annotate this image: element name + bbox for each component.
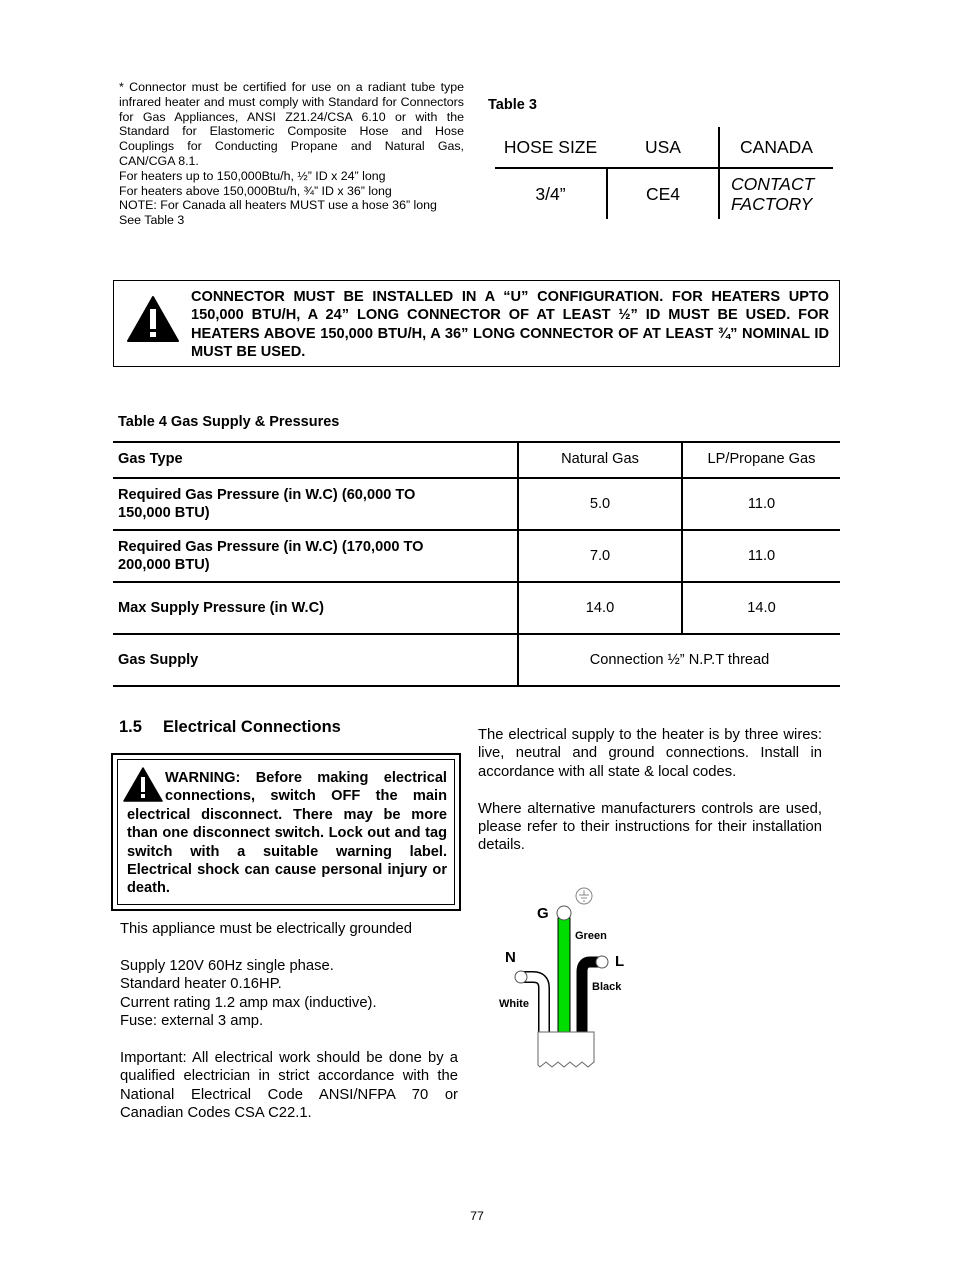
table4-row-natural-value: 14.0 <box>585 599 615 616</box>
table4-gas-supply <box>113 441 840 686</box>
ground-symbol-icon <box>576 888 592 904</box>
table4-rule <box>113 685 840 687</box>
green-wire <box>558 918 570 1036</box>
supply-spec: Supply 120V 60Hz single phase. <box>120 957 334 974</box>
table3-cell-canada: CONTACT FACTORY <box>731 174 815 214</box>
table3-title: Table 3 <box>488 97 537 113</box>
table4-row-label: Required Gas Pressure (in W.C) (170,000 TO 200,000 BTU) <box>118 538 424 573</box>
label-n: N <box>505 949 516 966</box>
fuse-spec: Fuse: external 3 amp. <box>120 1013 264 1030</box>
table3-header-hose-size: HOSE SIZE <box>503 136 598 157</box>
table4-row-propane-value: 14.0 <box>747 599 776 616</box>
label-black: Black <box>592 981 622 993</box>
black-wire <box>582 962 600 1036</box>
table4-title: Table 4 Gas Supply & Pressures <box>118 414 340 430</box>
cable-sleeve <box>538 1032 594 1067</box>
electrical-warning-box <box>111 753 461 911</box>
heater-spec: Standard heater 0.16HP. <box>120 976 282 993</box>
table4-row-label: Max Supply Pressure (in W.C) <box>118 599 324 616</box>
note-line-see: See Table 3 <box>119 213 185 228</box>
warning-triangle-icon <box>126 295 180 343</box>
table4-gas-supply-value: Connection ½” N.P.T thread <box>589 651 770 668</box>
note-line-upto: For heaters up to 150,000Btu/h, ½” ID x 24” long <box>119 168 386 183</box>
live-terminal <box>596 956 608 968</box>
table4-header-lp-propane: LP/Propane Gas <box>707 451 816 467</box>
table4-row-propane-value: 11.0 <box>747 495 776 512</box>
table3 <box>495 127 833 219</box>
table4-row-label: Required Gas Pressure (in W.C) (60,000 TO 150,000 BTU) <box>118 486 416 521</box>
important-note: Important: All electrical work should be done by a qualified electrician in strict accordance with the National Electrical Code ANSI/NFPA 70 or Canadian Codes CSA C22.1. <box>120 1049 458 1122</box>
supply-paragraph: The electrical supply to the heater is by three wires: live, neutral and ground connections. Install in accordance with all state & local codes. <box>478 727 822 780</box>
table3-cell-usa: CE4 <box>645 183 681 204</box>
table3-cell-hose-size: 3/4” <box>535 183 566 204</box>
label-white: White <box>499 998 529 1010</box>
table3-header-canada: CANADA <box>740 136 813 157</box>
table4-header-gas-type: Gas Type <box>118 451 183 467</box>
connector-caution-box <box>113 280 840 367</box>
grounded-statement: This appliance must be electrically grounded <box>120 921 412 937</box>
alternative-controls-paragraph: Where alternative manufacturers controls are used, please refer to their instructions for their installation details. <box>478 800 822 854</box>
connector-note-paragraph: * Connector must be certified for use on a radiant tube type infrared heater and must comply with Standard for Connectors for Gas Appliances, ANSI Z21.24/CSA 6.10 or with the Standard for Elastomeric Composite Hose and Hose Couplings for Conducting Propane and Natural Gas, CAN/CGA 8.1. <box>119 80 464 168</box>
current-spec: Current rating 1.2 amp max (inductive). <box>120 994 377 1011</box>
section-number: 1.5 <box>119 718 142 736</box>
warning-text: WARNING: Before making electrical connections, switch OFF the main electrical disconnect. There may be more than one disconnect switch. Lock out and tag switch with a suitable warning label. Electrical shock can cause personal injury or death. <box>127 770 447 897</box>
table4-header-natural-gas: Natural Gas <box>561 451 639 467</box>
caution-text: CONNECTOR MUST BE INSTALLED IN A “U” CONFIGURATION. FOR HEATERS UPTO 150,000 BTU/H, A 24” LONG CONNECTOR OF AT LEAST ½” ID MUST BE USED. FOR HEATERS ABOVE 150,000 BTU/H, A 36” LONG CONNECTOR OF AT LEAST ¾” NOMINAL ID MUST BE USED. <box>191 289 829 361</box>
table4-row-propane-value: 11.0 <box>747 547 776 564</box>
green-terminal <box>557 906 571 920</box>
section-title: Electrical Connections <box>162 718 341 736</box>
note-line-above: For heaters above 150,000Btu/h, ¾” ID x 36” long <box>119 183 392 198</box>
table3-header-usa: USA <box>645 136 681 157</box>
label-l: L <box>615 953 625 970</box>
section-heading <box>119 718 341 737</box>
neutral-terminal <box>515 971 527 983</box>
label-g: G <box>537 905 549 922</box>
label-green: Green <box>575 930 607 942</box>
note-line-canada: NOTE: For Canada all heaters MUST use a hose 36” long <box>119 198 437 213</box>
page-number: 77 <box>470 1209 484 1223</box>
table4-row-natural-value: 5.0 <box>589 495 611 512</box>
table4-gas-supply-label: Gas Supply <box>118 651 199 668</box>
electrical-supply-description <box>478 726 822 873</box>
electrical-specs <box>120 920 458 1141</box>
table4-row-natural-value: 7.0 <box>589 547 611 564</box>
wiring-diagram <box>494 880 644 1075</box>
connector-note <box>119 80 464 228</box>
